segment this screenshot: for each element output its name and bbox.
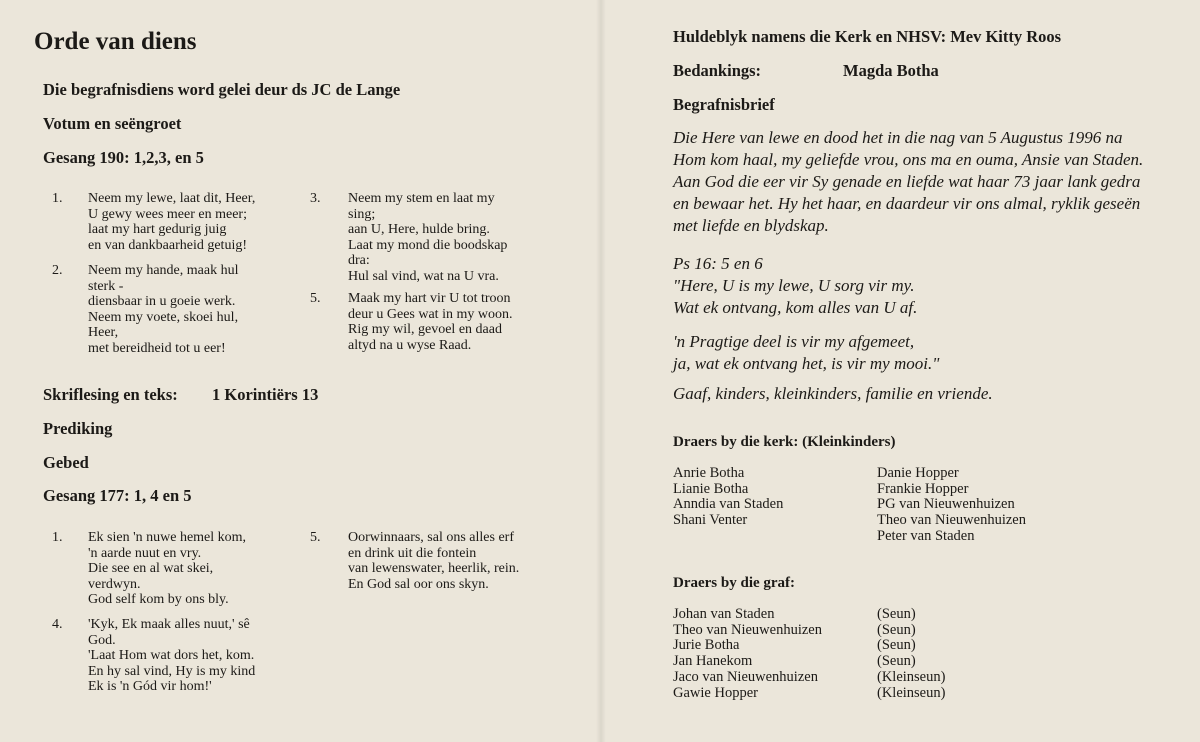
bearer-name: Theo van Nieuwenhuizen (877, 512, 1026, 529)
letter-line: met liefde en blydskap. (673, 216, 829, 235)
verse-line: Heer, (88, 325, 119, 341)
letter-line: Aan God die eer vir Sy genade en liefde wat haar 73 jaar lank gedra (673, 172, 1141, 191)
hymn2-verse4 (88, 617, 255, 695)
psalm-block-2 (673, 331, 939, 375)
verse-line: Oorwinnaars, sal ons alles erf (348, 530, 515, 545)
psalm-line: Wat ek ontvang, kom alles van U af. (673, 298, 918, 317)
verse-line: en van dankbaarheid getuig! (88, 237, 247, 253)
verse-line: met bereidheid tot u eer! (88, 340, 226, 356)
hymn1-verse1 (88, 191, 255, 253)
hymn2-verse4-number: 4. (52, 617, 63, 632)
verse-line: sterk - (88, 278, 124, 294)
bearer-name: Johan van Staden (673, 606, 775, 622)
hymn2-heading: Gesang 177: 1, 4 en 5 (43, 486, 192, 505)
reading-label: Skriflesing en teks: (43, 385, 178, 404)
bearers-grave-roles (877, 607, 945, 701)
letter-line: en bewaar het. Hy het haar, en daardeur vir ons almal, ryklik geseën (673, 194, 1141, 213)
verse-line: God. (88, 632, 116, 648)
verse-line: van lewenswater, heerlik, rein. (348, 561, 520, 577)
verse-line: Neem my lewe, laat dit, Heer, (88, 191, 256, 206)
bearers-church-heading: Draers by die kerk: (Kleinkinders) (673, 434, 896, 450)
hymn2-verse1-number: 1. (52, 530, 63, 545)
thanks-label: Bedankings: (673, 61, 762, 80)
bearer-name: Jan Hanekom (673, 653, 753, 670)
sermon-heading: Prediking (43, 419, 113, 438)
hymn1-verse1-number: 1. (52, 191, 63, 206)
bearer-name: Theo van Nieuwenhuizen (673, 621, 822, 638)
thanks-name: Magda Botha (843, 61, 939, 80)
verse-line: God self kom by ons bly. (88, 592, 229, 608)
verse-line: altyd na u wyse Raad. (348, 337, 472, 353)
reading-text: 1 Korintiërs 13 (212, 385, 319, 404)
bearer-role: (Seun) (877, 621, 916, 638)
hymn1-verse3 (348, 191, 507, 285)
bearer-name: Anrie Botha (673, 465, 745, 481)
hymn1-verse5-number: 5. (310, 291, 321, 306)
bearers-church-col2 (877, 466, 1026, 545)
hymn2-verse5 (348, 530, 519, 592)
verse-line: Neem my voete, skoei hul, (88, 309, 239, 325)
psalm-line: ja, wat ek ontvang het, is vir my mooi." (673, 354, 940, 373)
verse-line: diensbaar in u goeie werk. (88, 294, 236, 310)
psalm-line: Ps 16: 5 en 6 (673, 254, 763, 273)
prayer-heading: Gebed (43, 453, 89, 472)
hymn1-verse2 (88, 263, 238, 357)
led-by-line: Die begrafnisdiens word gelei deur ds JC de Lange (43, 80, 401, 99)
verse-line: 'n aarde nuut en vry. (88, 545, 202, 561)
bearer-role: (Seun) (877, 637, 916, 654)
bearer-name: Gawie Hopper (673, 684, 758, 701)
verse-line: deur u Gees wat in my woon. (348, 306, 513, 322)
verse-line: 'Kyk, Ek maak alles nuut,' sê (88, 617, 250, 632)
hymn1-verse5 (348, 291, 512, 353)
hymn1-verse3-number: 3. (310, 191, 321, 206)
bearer-name: Peter van Staden (877, 527, 975, 544)
bearers-grave-heading: Draers by die graf: (673, 575, 796, 591)
bearer-name: Jaco van Nieuwenhuizen (673, 668, 818, 685)
psalm-line: 'n Pragtige deel is vir my afgemeet, (673, 332, 915, 351)
bearer-name: Shani Venter (673, 512, 748, 529)
hymn1-verse2-number: 2. (52, 263, 63, 278)
verse-line: Die see en al wat skei, (88, 561, 214, 577)
letter-line: Hom kom haal, my geliefde vrou, ons ma en ouma, Ansie van Staden. (673, 150, 1144, 169)
bearer-role: (Kleinseun) (877, 668, 946, 685)
hymn1-heading: Gesang 190: 1,2,3, en 5 (43, 148, 204, 167)
verse-line: U gewy wees meer en meer; (88, 206, 247, 222)
letter-line: Die Here van lewe en dood het in die nag van 5 Augustus 1996 na (673, 128, 1123, 147)
verse-line: Ek sien 'n nuwe hemel kom, (88, 530, 247, 545)
hymn2-verse1 (88, 530, 246, 608)
right-page (600, 0, 1200, 742)
bearer-name: Anndia van Staden (673, 496, 784, 513)
votum-heading: Votum en seëngroet (43, 114, 182, 133)
verse-line: en drink uit die fontein (348, 545, 477, 561)
bearer-role: (Kleinseun) (877, 684, 946, 701)
funeral-letter (673, 127, 1143, 237)
verse-line: En hy sal vind, Hy is my kind (88, 663, 256, 679)
verse-line: Neem my stem en laat my (348, 191, 495, 206)
page-fold (596, 0, 606, 742)
page-title: Orde van diens (34, 28, 197, 55)
verse-line: sing; (348, 206, 376, 222)
psalm-block (673, 253, 917, 319)
verse-line: dra: (348, 253, 370, 269)
hymn2-verse5-number: 5. (310, 530, 321, 545)
bearer-name: Jurie Botha (673, 637, 740, 654)
bearers-grave-names (673, 607, 822, 701)
verse-line: Laat my mond die boodskap (348, 237, 508, 253)
bearer-name: Frankie Hopper (877, 480, 969, 497)
bearer-role: (Seun) (877, 653, 916, 670)
verse-line: laat my hart gedurig juig (88, 222, 227, 238)
bearer-name: Danie Hopper (877, 465, 959, 481)
letter-heading: Begrafnisbrief (673, 95, 775, 114)
verse-line: Ek is 'n Gód vir hom!' (88, 679, 212, 695)
verse-line: En God sal oor ons skyn. (348, 576, 489, 592)
psalm-line: "Here, U is my lewe, U sorg vir my. (673, 276, 915, 295)
tribute-line: Huldeblyk namens die Kerk en NHSV: Mev Kitty Roos (673, 27, 1062, 46)
verse-line: 'Laat Hom wat dors het, kom. (88, 648, 255, 664)
verse-line: aan U, Here, hulde bring. (348, 222, 490, 238)
bearer-name: PG van Nieuwenhuizen (877, 496, 1015, 513)
signoff: Gaaf, kinders, kleinkinders, familie en vriende. (673, 384, 993, 403)
verse-line: Maak my hart vir U tot troon (348, 291, 511, 306)
verse-line: verdwyn. (88, 576, 141, 592)
verse-line: Neem my hande, maak hul (88, 263, 239, 278)
bearers-church-col1 (673, 466, 783, 529)
verse-line: Hul sal vind, wat na U vra. (348, 268, 499, 284)
bearer-name: Lianie Botha (673, 480, 749, 497)
bearer-role: (Seun) (877, 606, 916, 622)
verse-line: Rig my wil, gevoel en daad (348, 322, 502, 338)
